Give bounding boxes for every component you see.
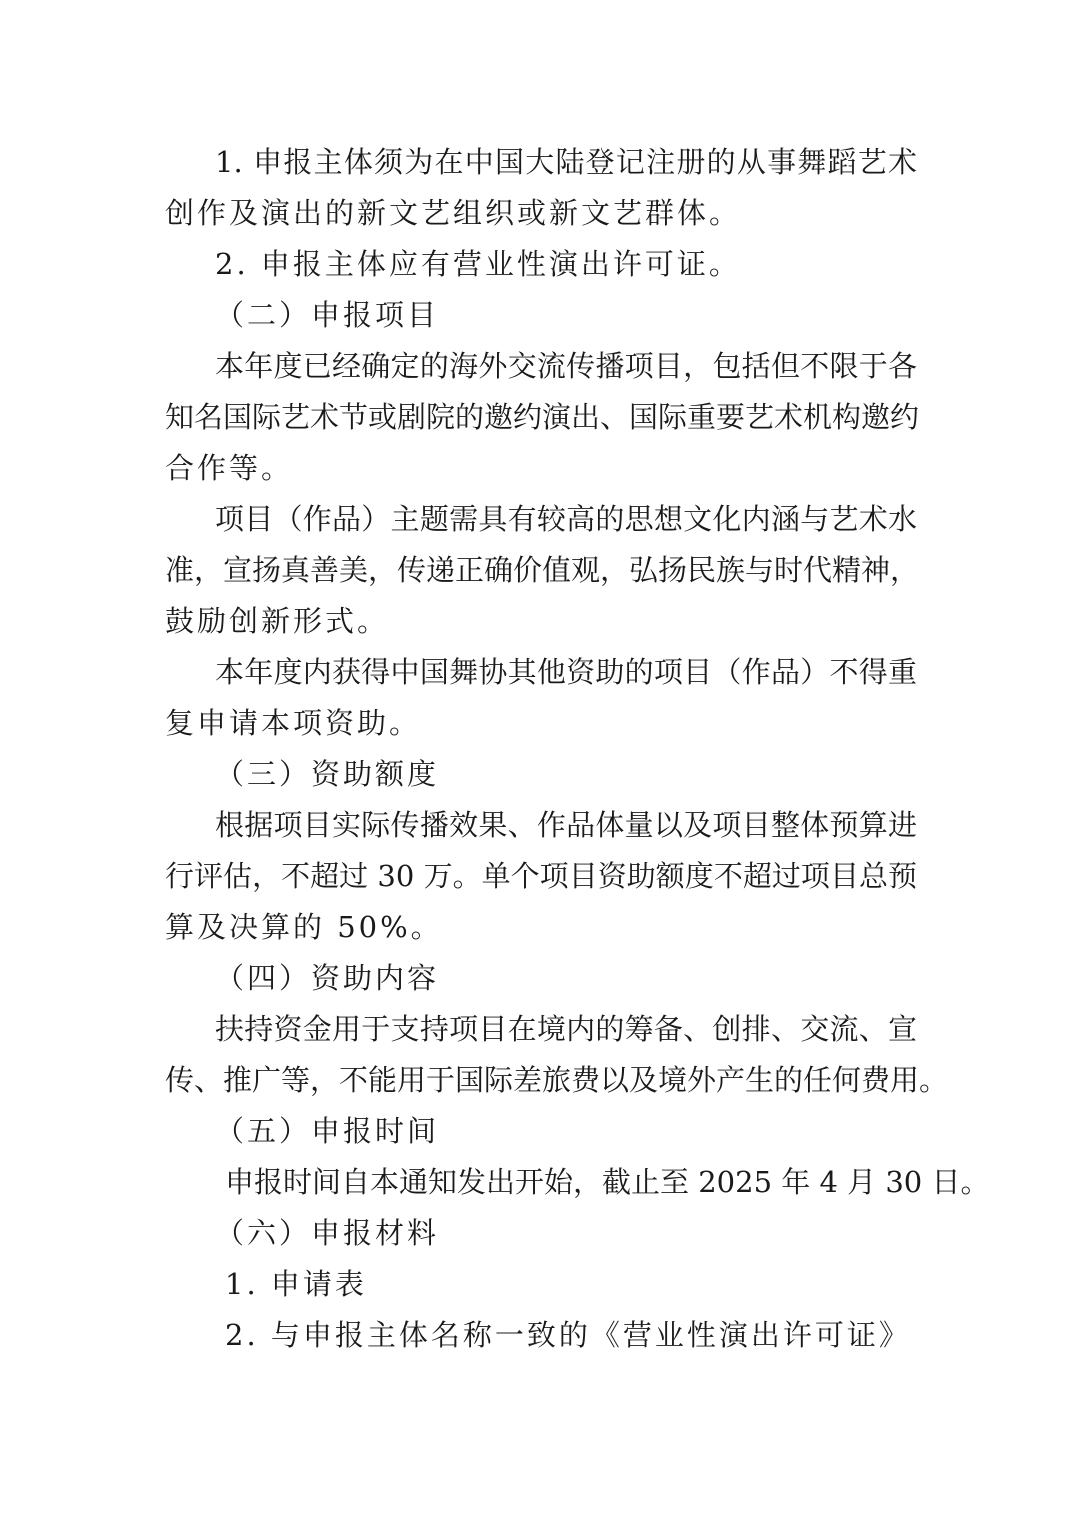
amount-paragraph-line-2: 行评估，不超过 30 万。单个项目资助额度不超过项目总预 [165,859,917,893]
section-heading-time: （五）申报时间 [215,1114,440,1148]
project-paragraph-3-line-2: 复申请本项资助。 [165,706,422,740]
section-heading-project: （二）申报项目 [215,298,440,332]
project-paragraph-1-line-1: 本年度已经确定的海外交流传播项目，包括但不限于各 [215,349,917,383]
amount-paragraph-line-1: 根据项目实际传播效果、作品体量以及项目整体预算进 [215,808,917,842]
project-paragraph-1-line-2: 知名国际艺术节或剧院的邀约演出、国际重要艺术机构邀约 [165,400,920,434]
project-paragraph-2-line-2: 准，宣扬真善美，传递正确价值观，弘扬民族与时代精神， [165,553,920,587]
eligibility-item-1-line-2: 创作及演出的新文艺组织或新文艺群体。 [165,196,742,230]
materials-item-1: 1. 申请表 [225,1267,367,1301]
materials-item-2: 2. 与申报主体名称一致的《营业性演出许可证》 [225,1318,911,1352]
project-paragraph-3-line-1: 本年度内获得中国舞协其他资助的项目（作品）不得重 [215,655,917,689]
project-paragraph-1-line-3: 合作等。 [165,451,294,485]
project-paragraph-2-line-3: 鼓励创新形式。 [165,604,390,638]
section-heading-amount: （三）资助额度 [215,757,440,791]
amount-paragraph-line-3: 算及决算的 50%。 [165,910,443,944]
project-paragraph-2-line-1: 项目（作品）主题需具有较高的思想文化内涵与艺术水 [215,502,917,536]
eligibility-item-2: 2. 申报主体应有营业性演出许可证。 [215,247,741,281]
content-paragraph-line-1: 扶持资金用于支持项目在境内的筹备、创排、交流、宣 [215,1012,917,1046]
time-paragraph: 申报时间自本通知发出开始，截止至 2025 年 4 月 30 日。 [225,1165,990,1199]
content-paragraph-line-2: 传、推广等，不能用于国际差旅费以及境外产生的任何费用。 [165,1063,949,1097]
eligibility-item-1-line-1: 1. 申报主体须为在中国大陆登记注册的从事舞蹈艺术 [215,145,917,179]
section-heading-content: （四）资助内容 [215,961,440,995]
section-heading-materials: （六）申报材料 [215,1216,440,1250]
